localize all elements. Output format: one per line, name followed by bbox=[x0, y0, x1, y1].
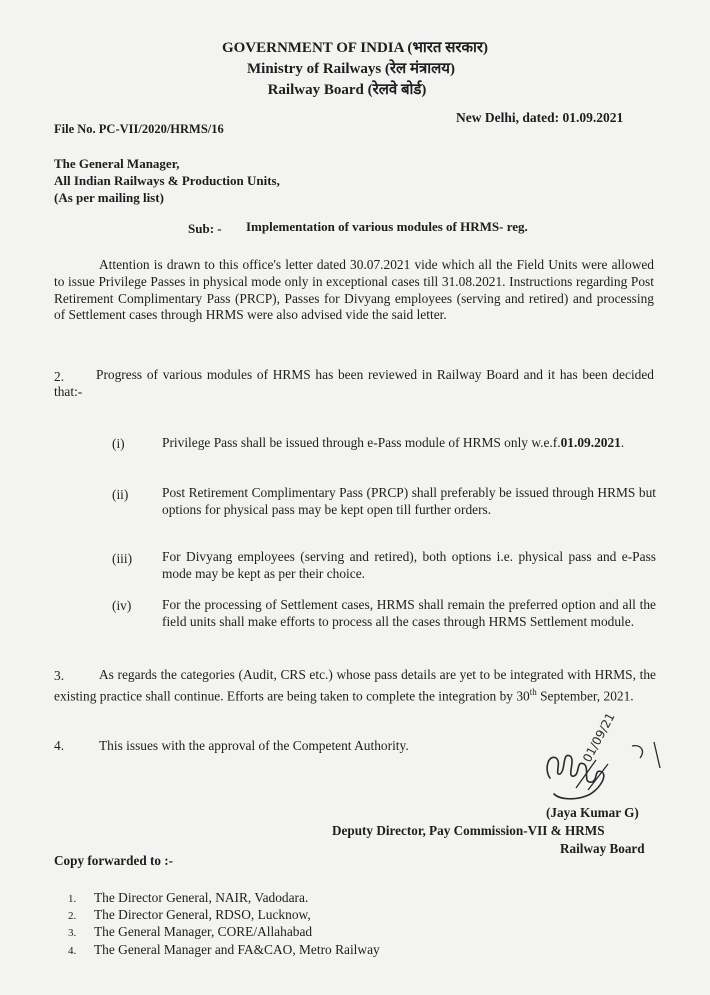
item-2: Post Retirement Complimentary Pass (PRCP) shall preferably be issued through HRMS but options for physical pass may be kept open till further orders. bbox=[162, 485, 656, 517]
paragraph-4-number: 4. bbox=[54, 738, 65, 753]
subject-label: Sub: - bbox=[188, 221, 222, 236]
copy-item-3 bbox=[68, 924, 312, 940]
copy-item-3-text: The General Manager, CORE/Allahabad bbox=[94, 924, 313, 939]
item-1-period: . bbox=[620, 435, 625, 450]
place-date: New Delhi, dated: 01.09.2021 bbox=[456, 110, 624, 125]
signatory-office: Railway Board bbox=[560, 841, 645, 856]
signature-icon bbox=[536, 740, 676, 815]
item-3: For Divyang employees (serving and retired), both options i.e. physical pass and e-Pass mode may be kept as per their choice. bbox=[162, 549, 656, 581]
copy-item-2-text: The Director General, RDSO, Lucknow, bbox=[94, 907, 311, 922]
copy-item-4-text: The General Manager and FA&CAO, Metro Railway bbox=[94, 942, 380, 957]
subject-text: Implementation of various modules of HRMS- reg. bbox=[246, 219, 528, 234]
paragraph-3-text: As regards the categories (Audit, CRS etc.) whose pass details are yet to be integrated with HRMS, the existing practice shall continue. Efforts are being taken to complete the integration by 30 bbox=[54, 667, 656, 704]
handwritten-date: 01/09/21 bbox=[580, 710, 618, 765]
header-government: GOVERNMENT OF INDIA (भारत सरकार) bbox=[221, 40, 489, 56]
copy-item-3-number: 3. bbox=[68, 927, 77, 939]
item-3-number: (iii) bbox=[112, 551, 133, 566]
item-1-text: Privilege Pass shall be issued through e-Pass module of HRMS only w.e.f. bbox=[162, 435, 561, 450]
paragraph-3-tail: September, 2021. bbox=[536, 688, 634, 704]
paragraph-3 bbox=[54, 667, 656, 705]
item-1 bbox=[162, 435, 656, 452]
copy-item-2 bbox=[68, 907, 311, 923]
signatory-name: (Jaya Kumar G) bbox=[546, 805, 639, 820]
item-2-number: (ii) bbox=[112, 487, 129, 502]
item-4: For the processing of Settlement cases, HRMS shall remain the preferred option and all the field units shall make efforts to process all the cases through HRMS Settlement module. bbox=[162, 597, 656, 629]
header-ministry: Ministry of Railways (रेल मंत्रालय) bbox=[247, 61, 455, 77]
copy-item-4-number: 4. bbox=[68, 945, 77, 957]
file-number: File No. PC-VII/2020/HRMS/16 bbox=[54, 122, 224, 136]
item-1-date: 01.09.2021 bbox=[560, 435, 621, 450]
addressee-line-2: All Indian Railways & Production Units, bbox=[54, 173, 280, 188]
signatory-designation: Deputy Director, Pay Commission-VII & HRMS bbox=[332, 823, 605, 838]
header-railway-board: Railway Board (रेलवे बोर्ड) bbox=[267, 82, 427, 98]
item-4-number: (iv) bbox=[112, 598, 132, 613]
item-1-number: (i) bbox=[112, 436, 125, 451]
copy-heading: Copy forwarded to :- bbox=[54, 853, 174, 868]
paragraph-2-number: 2. bbox=[54, 369, 65, 384]
paragraph-4: This issues with the approval of the Competent Authority. bbox=[99, 738, 409, 753]
paragraph-3-number: 3. bbox=[54, 668, 65, 683]
addressee-line-1: The General Manager, bbox=[54, 156, 180, 171]
paragraph-2: Progress of various modules of HRMS has been reviewed in Railway Board and it has been decided that:- bbox=[54, 367, 654, 399]
copy-item-2-number: 2. bbox=[68, 910, 77, 922]
addressee-line-3: (As per mailing list) bbox=[54, 190, 164, 205]
copy-item-1-text: The Director General, NAIR, Vadodara. bbox=[94, 890, 309, 905]
paragraph-3-superscript: th bbox=[529, 686, 537, 697]
paragraph-1: Attention is drawn to this office's letter dated 30.07.2021 vide which all the Field Units were allowed to issue Privilege Passes in physical mode only in exceptional cases till 31.08.2021. Instructions regarding Post Retirement Complimentary Pass (PRCP), Passes for Divyang employees (serving and retired) and processing of Settlement cases through HRMS were also advised vide the said letter. bbox=[54, 257, 654, 323]
copy-item-1 bbox=[68, 890, 308, 906]
copy-item-4 bbox=[68, 942, 380, 958]
copy-item-1-number: 1. bbox=[68, 893, 77, 905]
